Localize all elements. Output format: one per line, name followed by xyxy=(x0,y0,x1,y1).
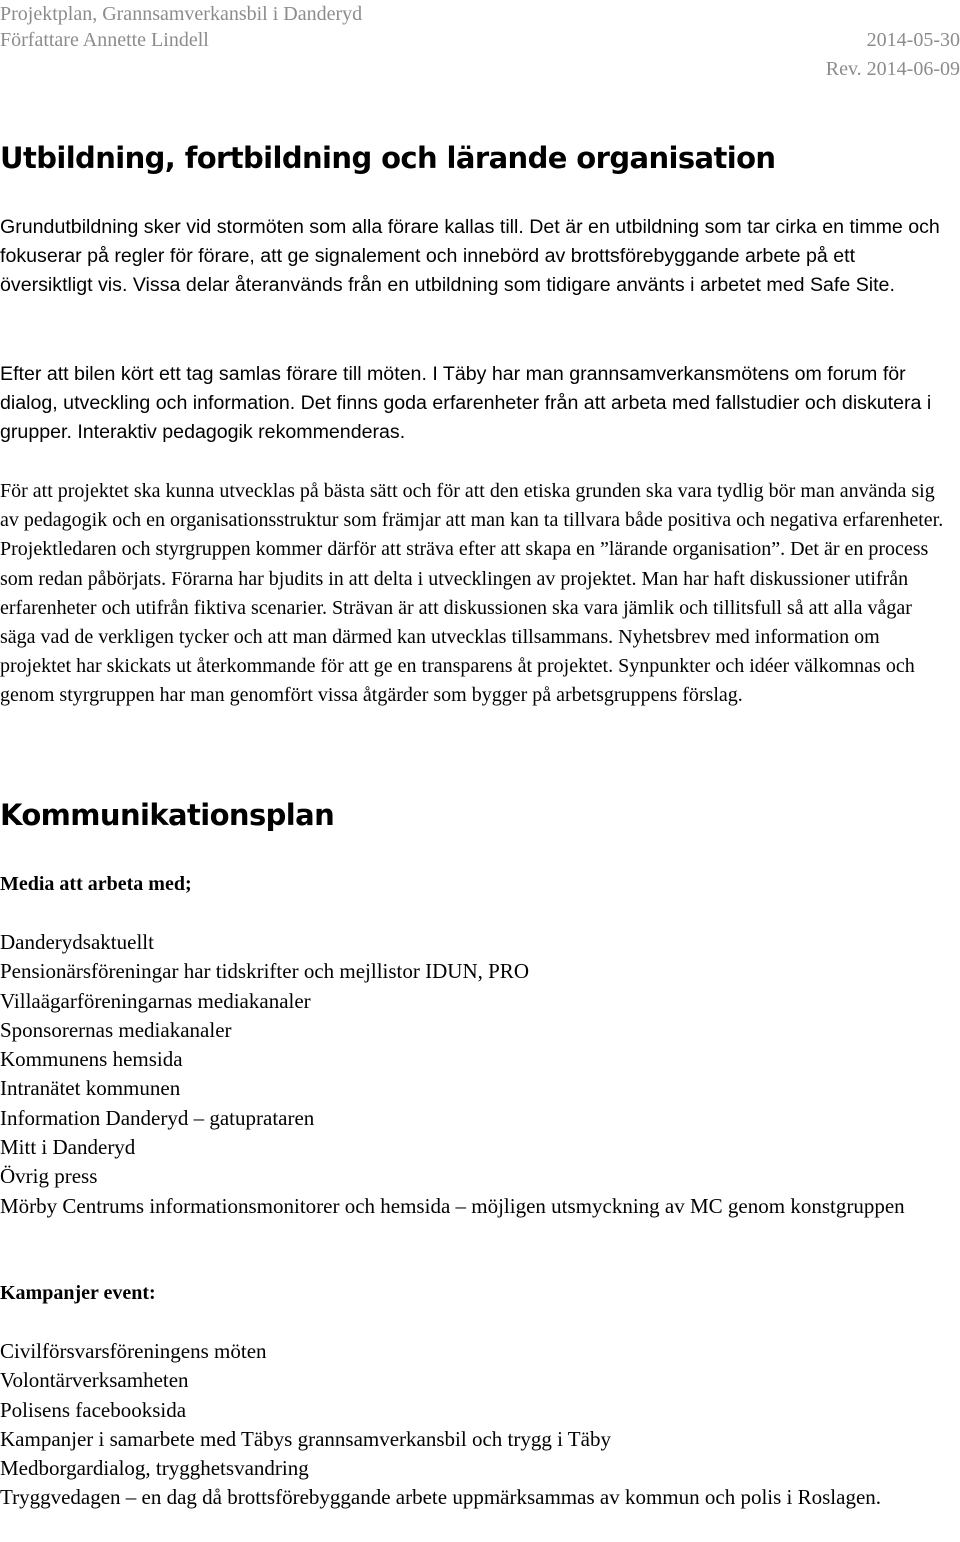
list-item: Sponsorernas mediakanaler xyxy=(0,1017,232,1042)
list-item: Kommunens hemsida xyxy=(0,1047,183,1072)
list-item: Tryggvedagen – en dag då brottsförebyggande arbete uppmärksammas av kommun och polis i Roslagen. xyxy=(0,1485,882,1510)
header-title: Projektplan, Grannsamverkansbil i Danderyd xyxy=(0,3,363,25)
list-item: Mitt i Danderyd xyxy=(0,1135,136,1160)
list-item: Kampanjer i samarbete med Täbys grannsamverkansbil och trygg i Täby xyxy=(0,1426,611,1451)
header-date: 2014-05-30 xyxy=(866,29,960,51)
list-item: Medborgardialog, trygghetsvandring xyxy=(0,1456,309,1481)
list-item: Volontärverksamheten xyxy=(0,1368,189,1393)
events-list xyxy=(0,1337,960,1513)
list-item: Information Danderyd – gatuprataren xyxy=(0,1105,315,1130)
list-item: Villaägarföreningarnas mediakanaler xyxy=(0,988,311,1013)
subheading-media: Media att arbeta med; xyxy=(0,873,192,895)
list-item: Danderydsaktuellt xyxy=(0,930,154,954)
media-list xyxy=(0,928,960,1221)
list-item: Övrig press xyxy=(0,1164,98,1189)
paragraph-basic-training: Grundutbildning sker vid stormöten som alla förare kallas till. Det är en utbildning som tar cirka en timme och fokuserar på regler för förare, att ge signalement och innebörd av brottsförebyggande arbete på ett översiktligt vis. Vissa delar återanvänds från en utbildning som tidigare använts i arbetet med Safe Site. xyxy=(0,216,940,297)
heading-education: Utbildning, fortbildning och lärande organisation xyxy=(0,141,776,175)
page-header xyxy=(0,0,960,84)
heading-communication-plan: Kommunikationsplan xyxy=(0,798,335,832)
list-item: Intranätet kommunen xyxy=(0,1076,181,1101)
list-item: Civilförsvarsföreningens möten xyxy=(0,1339,267,1363)
subheading-campaign-events: Kampanjer event: xyxy=(0,1282,156,1304)
list-item: Mörby Centrums informationsmonitorer och hemsida – möjligen utsmyckning av MC genom konstgruppen xyxy=(0,1193,905,1218)
paragraph-learning-organisation: För att projektet ska kunna utvecklas på bästa sätt och för att den etiska grunden ska vara tydlig bör man använda sig av pedagogik och en organisationsstruktur som främjar att man kan ta tillvara både positiva och negativa erfarenheter. Projektledaren och styrgruppen kommer därför att sträva efter att skapa en ”lärande organisation”. Det är en process som redan påbörjats. Förarna har bjudits in att delta i utvecklingen av projektet. Man har haft diskussioner utifrån erfarenheter och utifrån fiktiva scenarier. Strävan är att diskussionen ska vara jämlik och tillitsfull så att alla vågar säga vad de verkligen tycker och att man därmed kan utvecklas tillsammans. Nyhetsbrev med information om projektet har skickats ut återkommande för att ge en transparens åt projektet. Synpunkter och idéer välkomnas och genom styrgruppen har man genomfört vissa åtgärder som bygger på arbetsgruppens förslag. xyxy=(0,480,944,707)
list-item: Pensionärsföreningar har tidskrifter och mejllistor IDUN, PRO xyxy=(0,959,529,984)
header-author: Författare Annette Lindell xyxy=(0,29,209,51)
list-item: Polisens facebooksida xyxy=(0,1397,187,1422)
header-revision: Rev. 2014-06-09 xyxy=(825,58,960,80)
paragraph-meetings: Efter att bilen kört ett tag samlas förare till möten. I Täby har man grannsamverkansmötens om forum för dialog, utveckling och information. Det finns goda erfarenheter från att arbeta med fallstudier och diskutera i grupper. Interaktiv pedagogik rekommenderas. xyxy=(0,363,932,444)
